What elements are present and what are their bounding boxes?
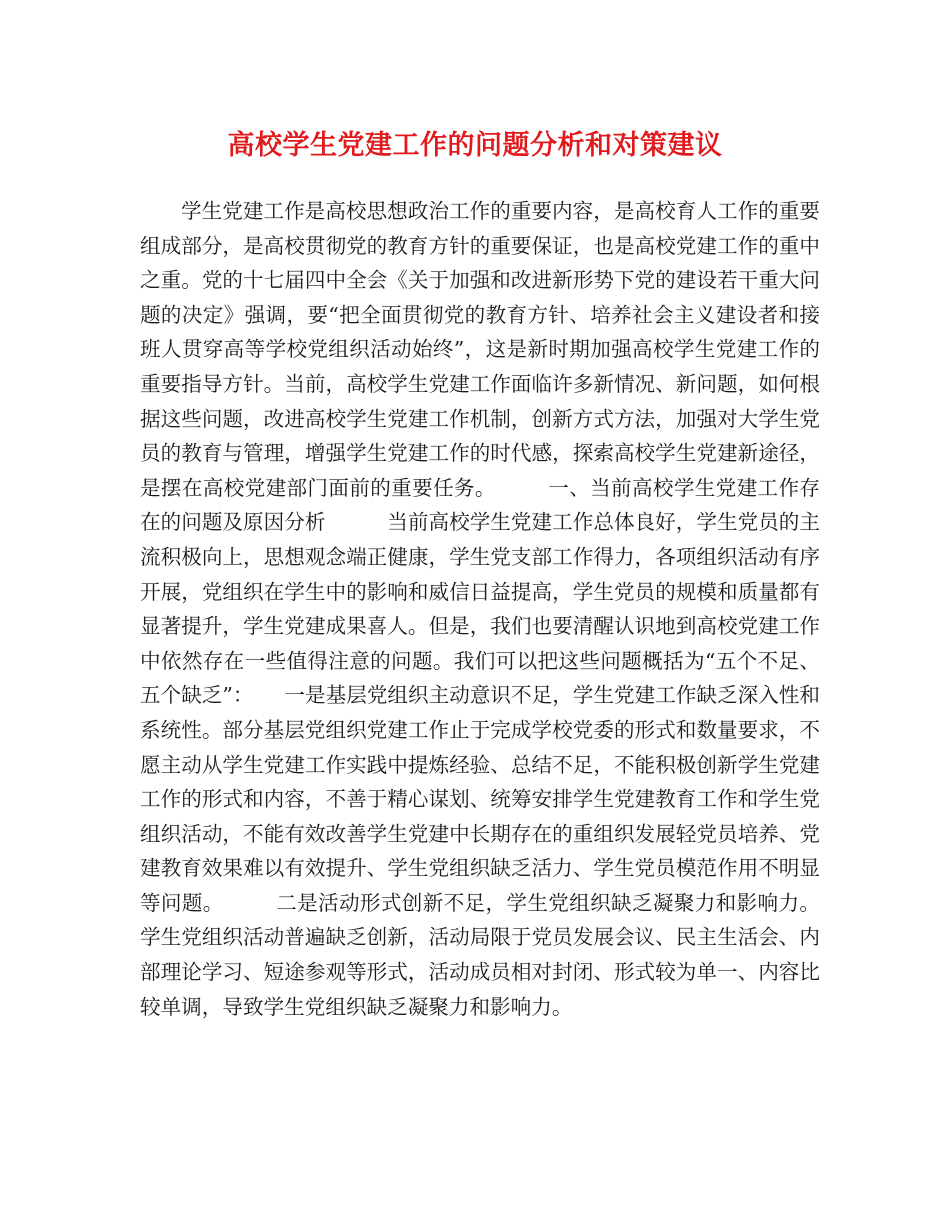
document-title: 高校学生党建工作的问题分析和对策建议 bbox=[227, 130, 723, 161]
document-body: 学生党建工作是高校思想政治工作的重要内容，是高校育人工作的重要组成部分，是高校贯彻党的教育方针的重要保证，也是高校党建工作的重中之重。党的十七届四中全会《关于加强和改进新形势下党的建设若干重大问题的决定》强调，要“把全面贯彻党的教育方针、培养社会主义建设者和接班人贯穿高等学校党组织活动始终”，这是新时期加强高校学生党建工作的重要指导方针。当前，高校学生党建工作面临许多新情况、新问题，如何根据这些问题，改进高校学生党建工作机制，创新方式方法，加强对大学生党员的教育与管理，增强学生党建工作的时代感，探索高校学生党建新途径，是摆在高校党建部门面前的重要任务。 一、当前高校学生党建工作存在的问题及原因分析 当前高校学生党建工作总体良好，学生党员的主流积极向上，思想观念端正健康，学生党支部工作得力，各项组织活动有序开展，党组织在学生中的影响和威信日益提高，学生党员的规模和质量都有显著提升，学生党建成果喜人。但是，我们也要清醒认识地到高校党建工作中依然存在一些值得注意的问题。我们可以把这些问题概括为“五个不足、五个缺乏”： 一是基层党组织主动意识不足，学生党建工作缺乏深入性和系统性。部分基层党组织党建工作止于完成学校党委的形式和数量要求，不愿主动从学生党建工作实践中提炼经验、总结不足，不能积极创新学生党建工作的形式和内容，不善于精心谋划、统筹安排学生党建教育工作和学生党组织活动，不能有效改善学生党建中长期存在的重组织发展轻党员培养、党建教育效果难以有效提升、学生党组织缺乏活力、学生党员模范作用不明显等问题。 二是活动形式创新不足，学生党组织缺乏凝聚力和影响力。学生党组织活动普遍缺乏创新，活动局限于党员发展会议、民主生活会、内部理论学习、短途参观等形式，活动成员相对封闭、形式较为单一、内容比较单调，导致学生党组织缺乏凝聚力和影响力。 bbox=[140, 199, 820, 1019]
